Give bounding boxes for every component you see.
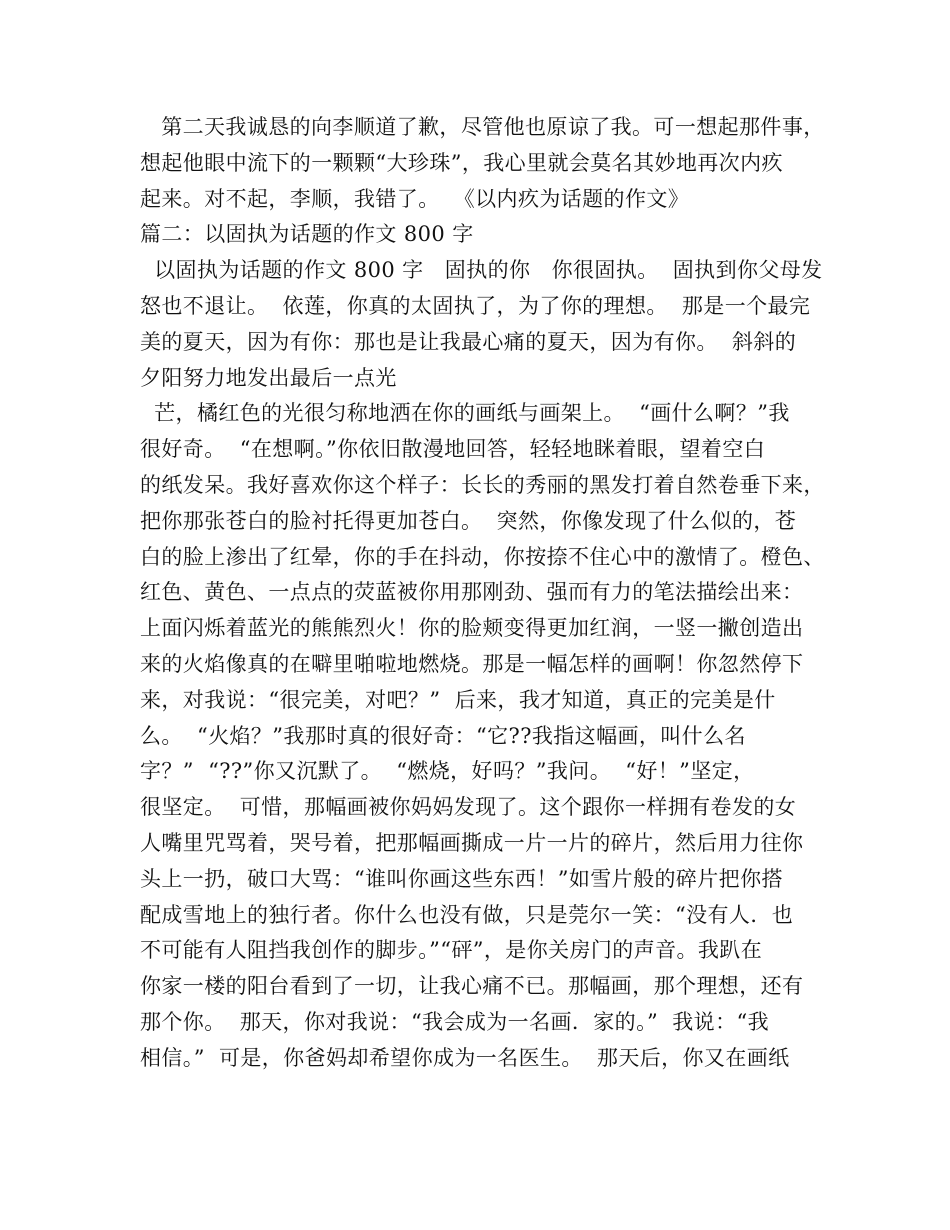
text-line: 你家一楼的阳台看到了一切，让我心痛不已。那幅画，那个理想，还有	[140, 974, 804, 999]
text-line: 白的脸上渗出了红晕，你的手在抖动，你按捺不住心中的激情了。橙色、	[140, 544, 825, 569]
text-line: 怒也不退让。 依莲，你真的太固执了，为了你的理想。 那是一个最完	[140, 293, 811, 318]
text-line: 第二天我诚恳的向李顺道了歉，尽管他也原谅了我。可一想起那件事，	[140, 115, 825, 139]
text-line: 配成雪地上的独行者。你什么也没有做，只是莞尔一笑：“没有人．也	[140, 902, 794, 927]
text-line: 来的火焰像真的在噼里啪啦地燃烧。那是一幅怎样的画啊！你忽然停下	[140, 651, 804, 676]
text-line: 很坚定。 可惜，那幅画被你妈妈发现了。这个跟你一样拥有卷发的女	[140, 795, 797, 820]
text-line: 夕阳努力地发出最后一点光	[140, 365, 397, 390]
text-line: 的纸发呆。我好喜欢你这个样子：长长的秀丽的黑发打着自然卷垂下来，	[140, 472, 825, 497]
text-line: 字？” “??”你又沉默了。 “燃烧，好吗？”我问。 “好！”坚定，	[140, 759, 755, 784]
text-line: 芒，橘红色的光很匀称地洒在你的画纸与画架上。 “画什么啊？”我	[140, 401, 790, 426]
text-line: 人嘴里咒骂着，哭号着，把那幅画撕成一片一片的碎片，然后用力往你	[140, 830, 804, 855]
text-line: 上面闪烁着蓝光的熊熊烈火！你的脸颊变得更加红润，一竖一撇创造出	[140, 616, 804, 641]
text-line: 很好奇。 “在想啊。”你依旧散漫地回答，轻轻地眯着眼，望着空白	[140, 437, 766, 462]
text-line: 头上一扔，破口大骂：“谁叫你画这些东西！”如雪片般的碎片把你搭	[140, 866, 783, 891]
text-line: 以固执为话题的作文 800 字 固执的你 你很固执。 固执到你父母发	[140, 258, 823, 283]
text-line: 红色、黄色、一点点的荧蓝被你用那刚劲、强而有力的笔法描绘出来：	[140, 580, 804, 605]
text-line: 那个你。 那天，你对我说：“我会成为一名画．家的。” 我说：“我	[140, 1009, 770, 1034]
document-body	[140, 110, 830, 1077]
text-line: 不可能有人阻挡我创作的脚步。”“砰”，是你关房门的声音。我趴在	[140, 938, 763, 963]
text-line: 起来。对不起，李顺，我错了。 《以内疚为话题的作文》	[140, 186, 690, 211]
text-line: 把你那张苍白的脸衬托得更加苍白。 突然，你像发现了什么似的，苍	[140, 508, 797, 533]
text-line: 相信。” 可是，你爸妈却希望你成为一名医生。 那天后，你又在画纸	[140, 1045, 790, 1070]
text-line: 来，对我说：“很完美，对吧？” 后来，我才知道，真正的完美是什	[140, 687, 776, 712]
text-line: 么。 “火焰？”我那时真的很好奇：“它??我指这幅画，叫什么名	[140, 723, 746, 748]
section-heading: 篇二：以固执为话题的作文 800 字	[140, 222, 474, 247]
text-line: 想起他眼中流下的一颗颗“大珍珠”，我心里就会莫名其妙地再次内疚	[140, 150, 783, 175]
text-line: 美的夏天，因为有你：那也是让我最心痛的夏天，因为有你。 斜斜的	[140, 329, 797, 354]
